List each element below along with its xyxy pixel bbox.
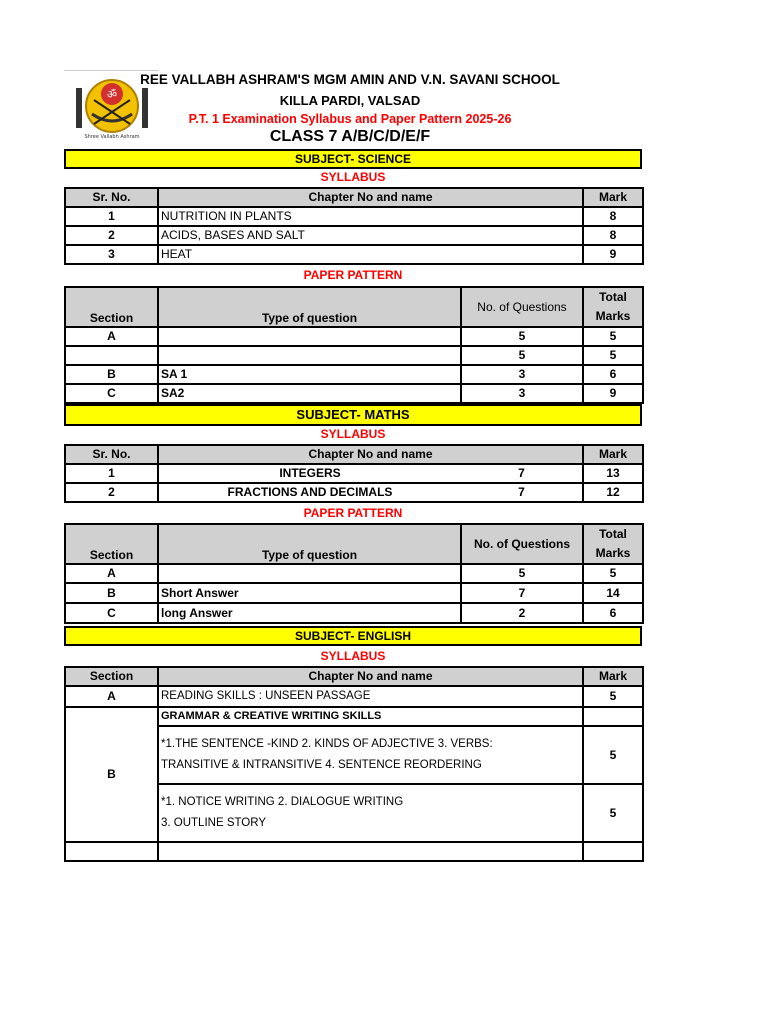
maths-pattern-table — [64, 523, 644, 624]
mark: 12 — [583, 483, 643, 502]
no-of-questions: 5 — [461, 564, 583, 583]
total-marks: 6 — [583, 365, 643, 384]
mark: 8 — [583, 226, 643, 245]
table-row — [65, 207, 643, 226]
total-marks: 5 — [583, 327, 643, 346]
section: C — [65, 384, 158, 403]
col-chapter: Chapter No and name — [158, 667, 583, 686]
section: B — [65, 583, 158, 603]
question-type — [158, 346, 461, 365]
writing-line-1: *1. NOTICE WRITING 2. DIALOGUE WRITING — [161, 796, 404, 808]
col-section: Section — [65, 667, 158, 686]
col-type: Type of question — [158, 287, 461, 327]
exam-title: P.T. 1 Examination Syllabus and Paper Pattern 2025-26 — [188, 112, 512, 126]
mark-empty — [583, 707, 643, 726]
chapter-name: INTEGERS — [158, 464, 461, 483]
col-chapter: Chapter No and name — [158, 445, 583, 464]
col-sr-no: Sr. No. — [65, 445, 158, 464]
question-type: Short Answer — [158, 583, 461, 603]
col-section: Section — [65, 287, 158, 327]
table-row — [65, 384, 643, 403]
mark: 5 — [583, 784, 643, 842]
col-no-of-questions: No. of Questions — [461, 524, 583, 564]
chapter-name: NUTRITION IN PLANTS — [158, 207, 583, 226]
writing-topics — [158, 784, 583, 842]
sr-no: 2 — [65, 483, 158, 502]
table-header-row — [65, 445, 643, 464]
col-section: Section — [65, 524, 158, 564]
sr-no: 1 — [65, 464, 158, 483]
no-of-questions: 2 — [461, 603, 583, 623]
table-row — [65, 464, 643, 483]
col-no-of-questions: No. of Questions — [461, 287, 583, 327]
school-name: REE VALLABH ASHRAM'S MGM AMIN AND V.N. SAVANI SCHOOL — [140, 72, 560, 87]
table-row — [65, 603, 643, 623]
grammar-title: GRAMMAR & CREATIVE WRITING SKILLS — [158, 707, 583, 726]
total-marks: 5 — [583, 346, 643, 365]
science-pattern-table — [64, 286, 644, 404]
no-of-questions: 3 — [461, 365, 583, 384]
section: C — [65, 603, 158, 623]
chapter-number: 7 — [461, 483, 583, 502]
subject-maths-band: SUBJECT- MATHS — [64, 404, 642, 426]
section: A — [65, 564, 158, 583]
section: B — [65, 365, 158, 384]
col-sr-no: Sr. No. — [65, 188, 158, 207]
table-row — [65, 365, 643, 384]
science-syllabus-table — [64, 187, 644, 265]
table-row — [65, 483, 643, 502]
table-row — [65, 564, 643, 583]
total-marks: 14 — [583, 583, 643, 603]
table-row — [65, 583, 643, 603]
col-mark: Mark — [583, 445, 643, 464]
mark: 5 — [583, 726, 643, 784]
question-type — [158, 564, 461, 583]
english-syllabus-table — [64, 666, 644, 862]
science-pattern-label: PAPER PATTERN — [303, 268, 403, 282]
sr-no: 2 — [65, 226, 158, 245]
total-marks: 9 — [583, 384, 643, 403]
subject-science-band: SUBJECT- SCIENCE — [64, 149, 642, 169]
no-of-questions: 5 — [461, 346, 583, 365]
table-row — [65, 842, 643, 861]
grammar-topics — [158, 726, 583, 784]
section: B — [65, 707, 158, 842]
section — [65, 346, 158, 365]
section: A — [65, 686, 158, 707]
chapter-name: READING SKILLS : UNSEEN PASSAGE — [158, 686, 583, 707]
empty-cell — [65, 842, 158, 861]
grammar-line-2: TRANSITIVE & INTRANSITIVE 4. SENTENCE REORDERING — [161, 759, 482, 771]
col-total-marks: Total Marks — [583, 524, 643, 564]
no-of-questions: 5 — [461, 327, 583, 346]
table-row — [65, 226, 643, 245]
sr-no: 1 — [65, 207, 158, 226]
english-syllabus-label: SYLLABUS — [320, 649, 386, 663]
chapter-name: FRACTIONS AND DECIMALS — [158, 483, 461, 502]
table-row — [65, 346, 643, 365]
subject-english-band: SUBJECT- ENGLISH — [64, 626, 642, 646]
section: A — [65, 327, 158, 346]
question-type: SA2 — [158, 384, 461, 403]
mark: 13 — [583, 464, 643, 483]
maths-pattern-label: PAPER PATTERN — [303, 506, 403, 520]
question-type: long Answer — [158, 603, 461, 623]
science-syllabus-label: SYLLABUS — [320, 170, 386, 184]
chapter-name: ACIDS, BASES AND SALT — [158, 226, 583, 245]
table-row — [65, 686, 643, 707]
logo-caption: Shree Vallabh Ashram — [84, 134, 140, 140]
table-row — [65, 327, 643, 346]
col-type: Type of question — [158, 524, 461, 564]
no-of-questions: 3 — [461, 384, 583, 403]
col-total-marks: Total Marks — [583, 287, 643, 327]
svg-text:ॐ: ॐ — [106, 88, 118, 101]
chapter-name: HEAT — [158, 245, 583, 264]
total-marks: 6 — [583, 603, 643, 623]
question-type — [158, 327, 461, 346]
maths-syllabus-label: SYLLABUS — [320, 427, 386, 441]
col-mark: Mark — [583, 667, 643, 686]
table-header-row — [65, 667, 643, 686]
mark: 5 — [583, 686, 643, 707]
total-marks: 5 — [583, 564, 643, 583]
empty-cell — [583, 842, 643, 861]
writing-line-2: 3. OUTLINE STORY — [161, 817, 267, 829]
mark: 9 — [583, 245, 643, 264]
class-title: CLASS 7 A/B/C/D/E/F — [269, 128, 431, 145]
table-row — [65, 245, 643, 264]
table-header-row — [65, 287, 643, 327]
chapter-number: 7 — [461, 464, 583, 483]
no-of-questions: 7 — [461, 583, 583, 603]
table-header-row — [65, 524, 643, 564]
table-row — [65, 707, 643, 726]
school-location: KILLA PARDI, VALSAD — [279, 93, 421, 108]
question-type: SA 1 — [158, 365, 461, 384]
grammar-line-1: *1.THE SENTENCE -KIND 2. KINDS OF ADJECTIVE 3. VERBS: — [161, 738, 493, 750]
col-mark: Mark — [583, 188, 643, 207]
maths-syllabus-table — [64, 444, 644, 503]
empty-cell — [158, 842, 583, 861]
sr-no: 3 — [65, 245, 158, 264]
mark: 8 — [583, 207, 643, 226]
col-chapter: Chapter No and name — [158, 188, 583, 207]
table-header-row — [65, 188, 643, 207]
